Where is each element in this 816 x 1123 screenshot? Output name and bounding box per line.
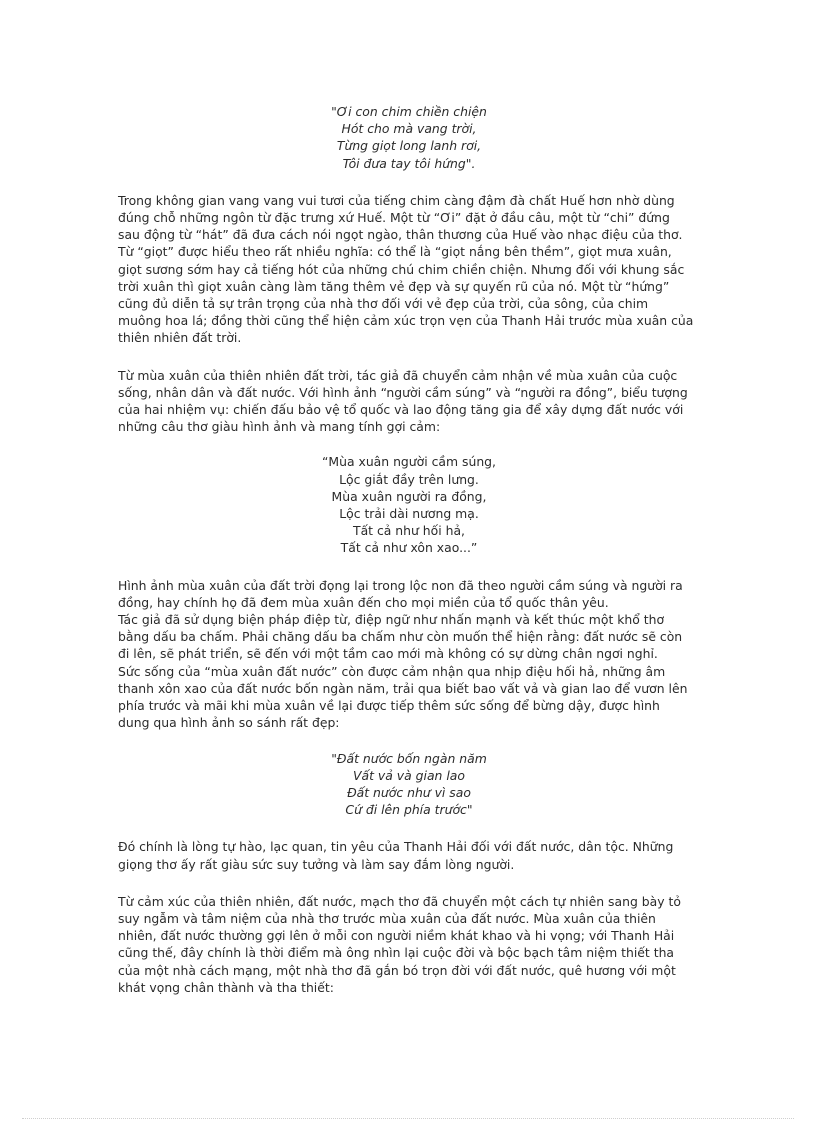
poem-stanza-nguoi-cam-sung (118, 453, 700, 556)
paragraph-line: đúng chỗ những ngôn từ đặc trưng xứ Huế. Một từ “Ơi” đặt ở đầu câu, một từ “chi” đứng (118, 210, 670, 226)
poem-stanza-dat-nuoc (118, 750, 700, 819)
paragraph-line: của một nhà cách mạng, một nhà thơ đã gắn bó trọn đời với đất nước, quê hương với một (118, 962, 676, 978)
paragraph-spring-of-life (118, 367, 700, 436)
paragraph-line: giọng thơ ấy rất giàu sức suy tưởng và làm say đắm lòng người. (118, 856, 515, 872)
page-footer-divider (22, 1118, 794, 1119)
poem-line: Cứ đi lên phía trước" (345, 802, 473, 818)
paragraph-hue-language (118, 192, 700, 347)
paragraph-line: đồng, hay chính họ đã đem mùa xuân đến cho mọi miền của tổ quốc thân yêu. (118, 594, 609, 610)
paragraph-imagery-analysis (118, 577, 700, 732)
paragraph-line: Trong không gian vang vang vui tươi của tiếng chim càng đậm đà chất Huế hơn nhờ dùng (118, 192, 675, 208)
paragraph-line: trời xuân thì giọt xuân càng làm tăng thêm vẻ đẹp và sự quyến rũ của nó. Một từ “hứng” (118, 278, 670, 294)
paragraph-line: muông hoa lá; đồng thời cũng thể hiện cảm xúc trọn vẹn của Thanh Hải trước mùa xuân của (118, 313, 694, 329)
poem-stanza-chien-chien (118, 103, 700, 172)
poem-line: Đất nước như vì sao (347, 784, 471, 800)
poem-line: "Ơi con chim chiền chiện (331, 104, 487, 119)
paragraph-line: những câu thơ giàu hình ảnh và mang tính gợi cảm: (118, 419, 441, 435)
poem-line: Hót cho mà vang trời, (341, 121, 477, 137)
paragraph-line: Hình ảnh mùa xuân của đất trời đọng lại trong lộc non đã theo người cầm súng và người ra (118, 577, 683, 593)
paragraph-line: nhiên, đất nước thường gợi lên ở mỗi con người niềm khát khao và hi vọng; với Thanh Hải (118, 928, 675, 944)
paragraph-line: Đó chính là lòng tự hào, lạc quan, tin yêu của Thanh Hải đối với đất nước, dân tộc. Những (118, 839, 674, 855)
paragraph-line: thanh xôn xao của đất nước bốn ngàn năm, trải qua biết bao vất vả và gian lao để vươn lên (118, 680, 688, 696)
paragraph-line: phía trước và mãi khi mùa xuân về lại được tiếp thêm sức sống để bừng dậy, được hình (118, 698, 660, 714)
poem-line: Lộc trải dài nương mạ. (339, 506, 479, 522)
poem-line: Tất cả như hối hả, (353, 523, 465, 539)
paragraph-line: giọt sương sớm hay cả tiếng hót của những chú chim chiền chiện. Nhưng đối với khung sắc (118, 261, 685, 277)
paragraph-line: bằng dấu ba chấm. Phải chăng dấu ba chấm như còn muốn thể hiện rằng: đất nước sẽ còn (118, 629, 683, 645)
paragraph-line: của hai nhiệm vụ: chiến đấu bảo vệ tổ quốc và lao động tăng gia để xây dựng đất nước với (118, 402, 684, 418)
paragraph-line: đi lên, sẽ phát triển, sẽ đến với một tầm cao mới mà không có sự dừng chân ngơi nghỉ. (118, 646, 658, 662)
paragraph-line: Tác giả đã sử dụng biện pháp điệp từ, điệp ngữ như nhấn mạnh và kết thúc một khổ thơ (118, 612, 665, 628)
poem-line: Vất vả và gian lao (353, 767, 465, 783)
document-body (118, 103, 700, 996)
paragraph-reflection (118, 893, 700, 996)
paragraph-line: thiên nhiên đất trời. (118, 330, 242, 346)
paragraph-line: dung qua hình ảnh so sánh rất đẹp: (118, 715, 340, 731)
paragraph-line: cũng thế, đây chính là thời điểm mà ông nhìn lại cuộc đời và bộc bạch tâm niệm thiết tha (118, 945, 675, 961)
paragraph-line: Sức sống của “mùa xuân đất nước” còn được cảm nhận qua nhịp điệu hối hả, những âm (118, 663, 666, 679)
paragraph-pride (118, 838, 700, 872)
paragraph-line: Từ mùa xuân của thiên nhiên đất trời, tác giả đã chuyển cảm nhận về mùa xuân của cuộc (118, 367, 678, 383)
poem-line: Tất cả như xôn xao...” (340, 540, 478, 556)
paragraph-line: cũng đủ diễn tả sự trân trọng của nhà thơ đối với vẻ đẹp của trời, của sông, của chim (118, 296, 649, 312)
paragraph-line: Từ “giọt” được hiểu theo rất nhiều nghĩa: có thể là “giọt nắng bên thềm”, giọt mưa xuân, (118, 244, 672, 260)
poem-line: "Đất nước bốn ngàn năm (331, 750, 487, 766)
paragraph-line: Từ cảm xúc của thiên nhiên, đất nước, mạch thơ đã chuyển một cách tự nhiên sang bày tỏ (118, 893, 681, 909)
paragraph-line: suy ngẫm và tâm niệm của nhà thơ trước mùa xuân của đất nước. Mùa xuân của thiên (118, 910, 656, 926)
poem-line: Lộc giắt đầy trên lưng. (339, 471, 479, 487)
paragraph-line: sau động từ “hát” đã đưa cách nói ngọt ngào, thân thương của Huế vào nhạc điệu của thơ. (118, 227, 683, 243)
poem-line: Mùa xuân người ra đồng, (331, 488, 487, 504)
poem-line: Từng giọt long lanh rơi, (336, 138, 482, 154)
paragraph-line: khát vọng chân thành và tha thiết: (118, 979, 334, 995)
paragraph-line: sống, nhân dân và đất nước. Với hình ảnh “người cầm súng” và “người ra đồng”, biểu tượng (118, 384, 688, 400)
poem-line: Tôi đưa tay tôi hứng". (342, 155, 476, 171)
poem-line: “Mùa xuân người cầm súng, (322, 454, 496, 470)
